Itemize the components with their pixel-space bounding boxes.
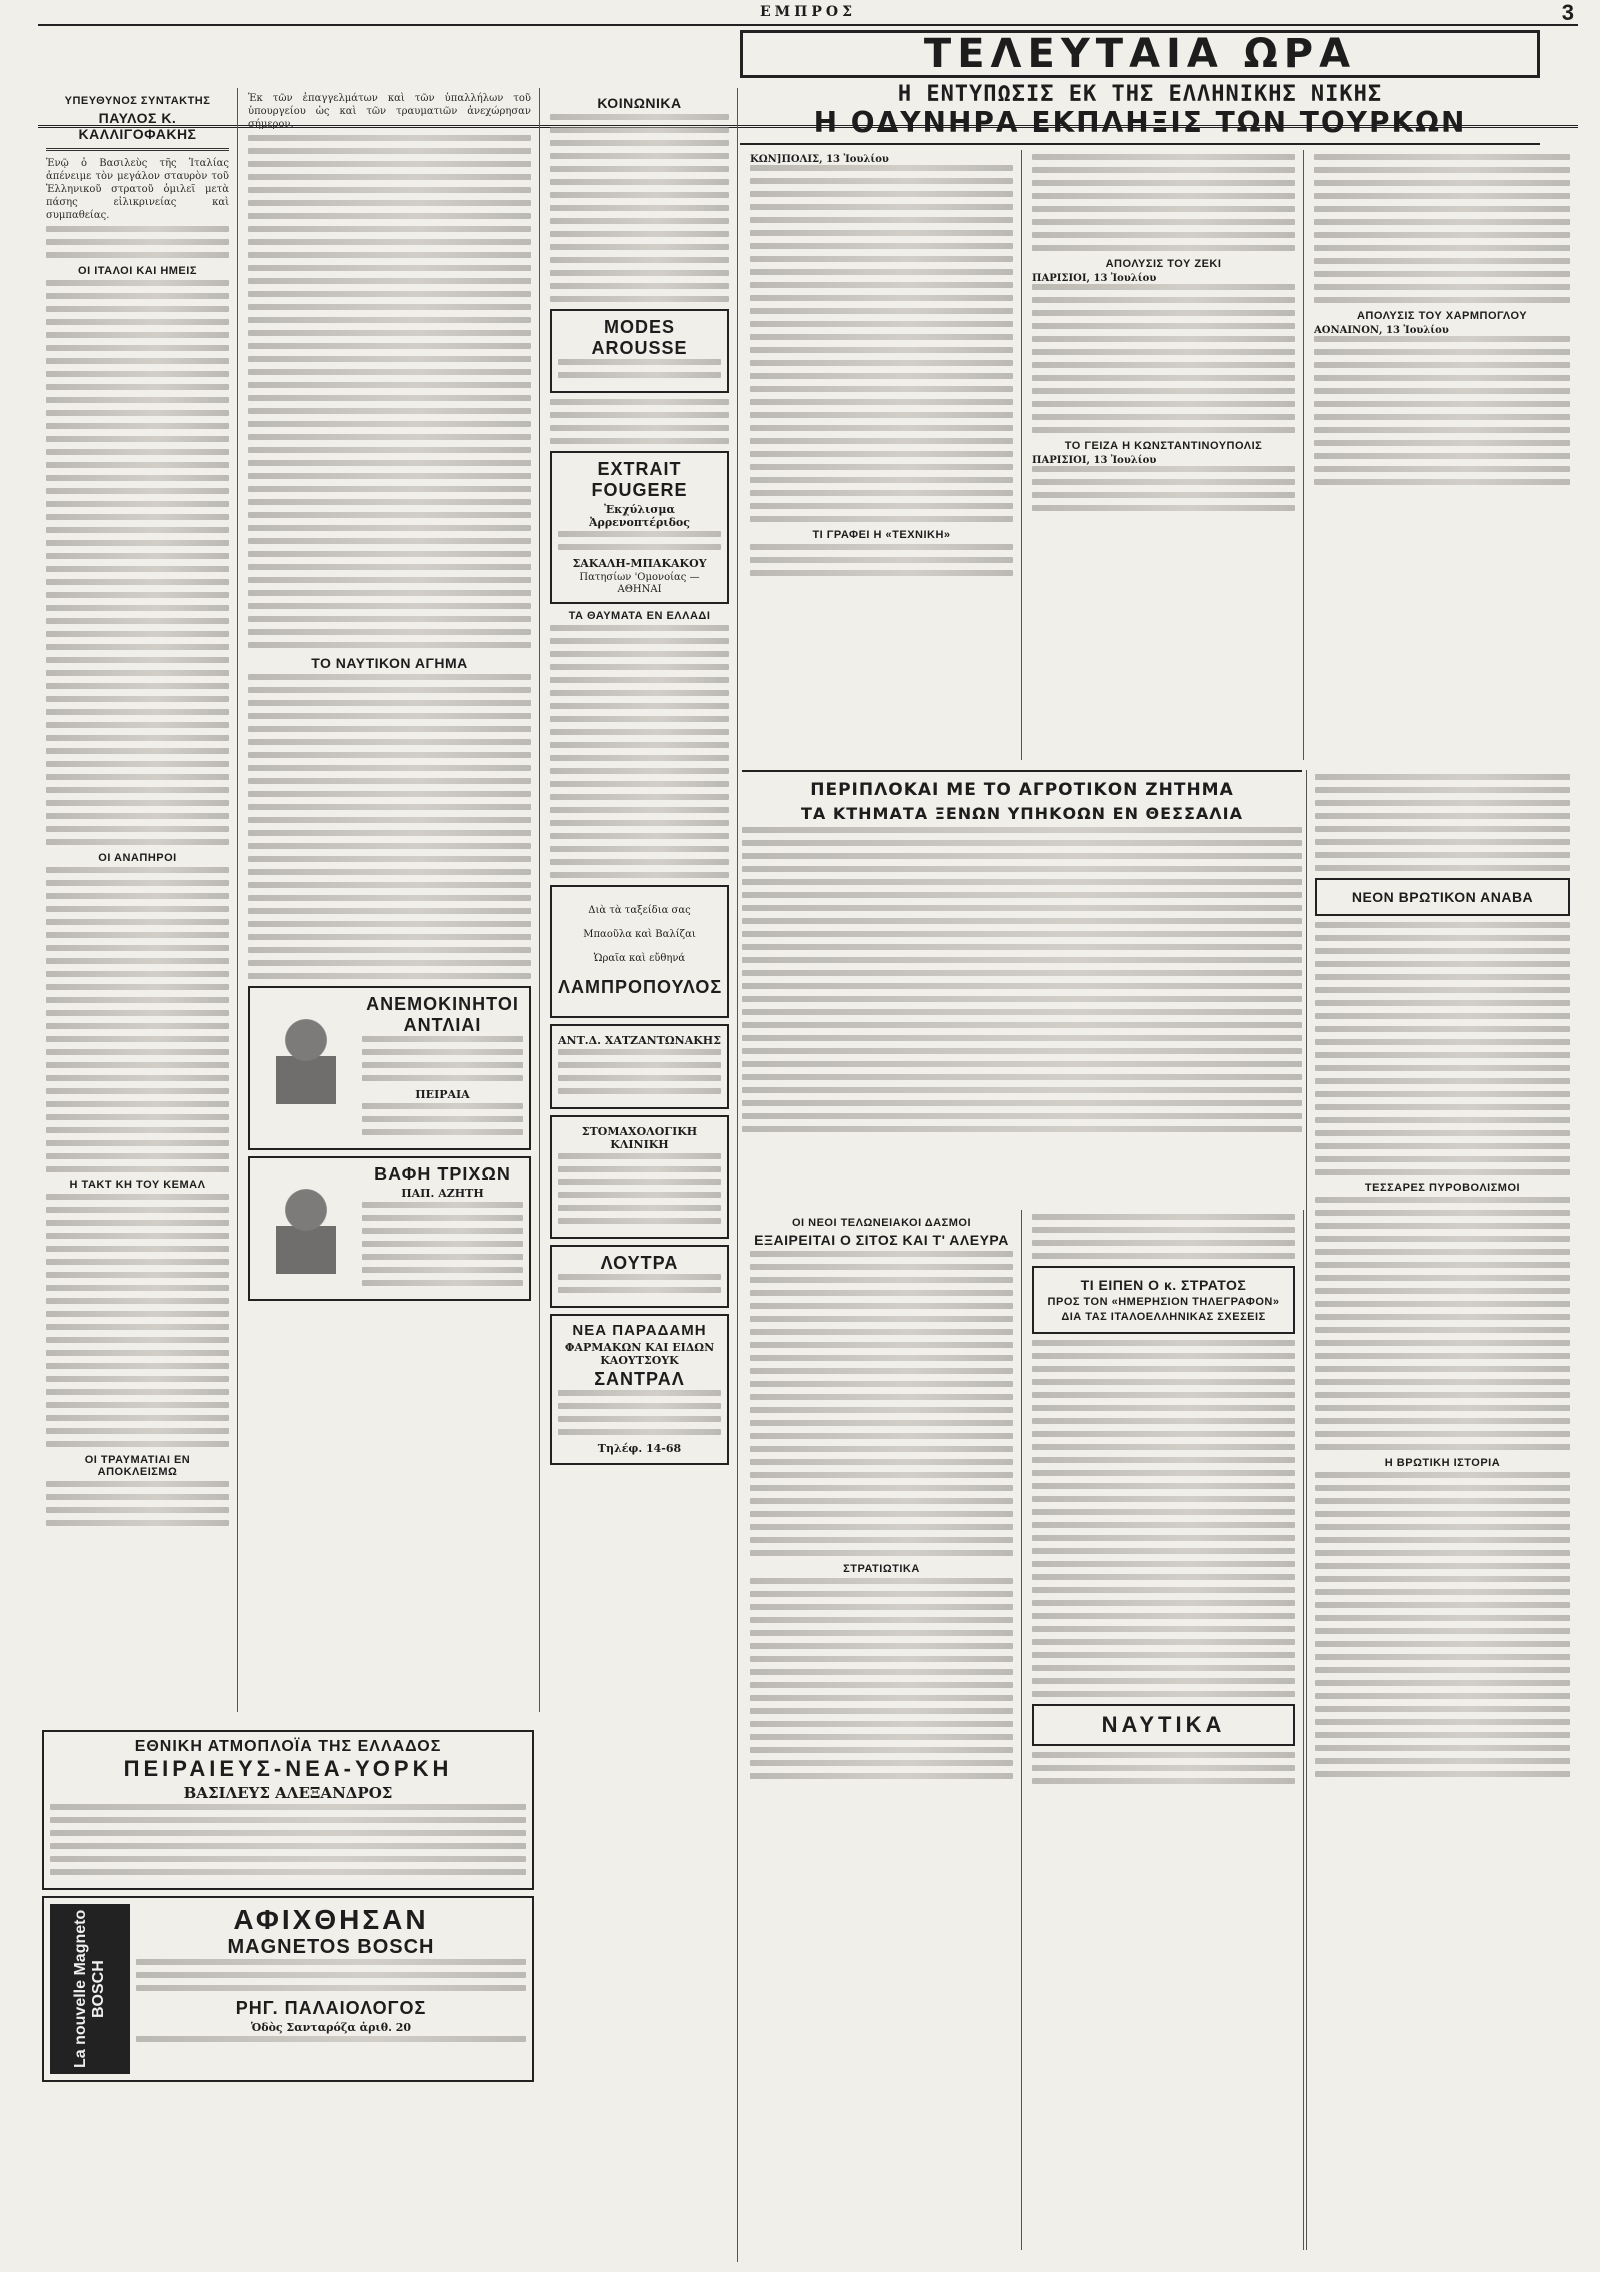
section-heading-geiza: ΤΟ ΓΕΙΖΑ Η ΚΩΝΣΤΑΝΤΙΝΟΥΠΟΛΙΣ [1064, 440, 1263, 452]
headline-secondary: Η ΟΔΥΝΗΡΑ ΕΚΠΛΗΞΙΣ ΤΩΝ ΤΟΥΡΚΩΝ [740, 106, 1540, 145]
advert-pharmacy-phone: Τηλέφ. 14-68 [597, 1442, 682, 1455]
column-2 [240, 88, 540, 1712]
byline-label: ΥΠΕΥΘΥΝΟΣ ΣΥΝΤΑΚΤΗΣ [64, 95, 211, 107]
section-heading-wheat: ΕΞΑΙΡΕΙΤΑΙ Ο ΣΙΤΟΣ ΚΑΙ Τ' ΑΛΕΥΡΑ [754, 1232, 1009, 1248]
advert-steamship-ship: ΒΑΣΙΛΕΥΣ ΑΛΕΞΑΝΔΡΟΣ [183, 1784, 393, 1802]
section-heading-zeki: ΑΠΟΛΥΣΙΣ ΤΟΥ ΖΕΚΙ [1105, 258, 1222, 270]
advert-clinic [550, 1115, 729, 1239]
advert-luggage-name: ΛΑΜΠΡΟΠΟΥΛΟΣ [558, 977, 723, 997]
advert-windpumps [248, 986, 531, 1150]
advert-modes-arousse [550, 309, 729, 393]
section-heading-wounded: ΟΙ ΤΡΑΥΜΑΤΙΑΙ ΕΝ ΑΠΟΚΛΕΙΣΜΩ [84, 1454, 191, 1478]
advert-fougere-address: Πατησίων 'Ομονοίας — ΑΘΗΝΑΙ [579, 572, 700, 595]
box-stratos-interview [1032, 1266, 1295, 1334]
right-col-e [742, 1210, 1022, 2250]
divider [46, 148, 229, 151]
dateline-london: ΑΟΝΑΙΝΟΝ, 13 Ἰουλίου [1314, 325, 1449, 336]
advert-luggage-line-3: Ὡραῖα καὶ εὔθηνά [593, 953, 686, 964]
section-heading-naval-detachment: ΤΟ ΝΑΥΤΙΚΟΝ ΑΓΗΜΑ [311, 655, 468, 671]
latest-news-section [742, 150, 1578, 2260]
advert-steamship [42, 1730, 534, 1890]
section-heading-harbogloo: ΑΠΟΛΥΣΙΣ ΤΟΥ ΧΑΡΜΠΟΓΛΟΥ [1356, 310, 1528, 322]
right-col-b [1024, 150, 1304, 760]
col2-lead: Ἐκ τῶν ἐπαγγελμάτων καὶ τῶν ὑπαλλήλων τοῦ ὑπουργείου ὡς καὶ τῶν τραυματιῶν ἀνεχώρησαν σήμερον. [248, 93, 531, 130]
banner-headline: ΤΕΛΕΥΤΑΙΑ ΩΡΑ [740, 30, 1540, 78]
headline-agrarian: ΠΕΡΙΠΛΟΚΑΙ ΜΕ ΤΟ ΑΓΡΟΤΙΚΟΝ ΖΗΤΗΜΑ [810, 780, 1234, 800]
section-heading-italo-greek: ΔΙΑ ΤΑΣ ΙΤΑΛΟΕΛΛΗΝΙΚΑΣ ΣΧΕΣΕΙΣ [1061, 1311, 1266, 1323]
headline-primary: Η ΕΝΤΥΠΩΣΙΣ ΕΚ ΤΗΣ ΕΛΛΗΝΙΚΗΣ ΝΙΚΗΣ [897, 82, 1383, 107]
right-col-d [1306, 770, 1578, 2250]
headline-food-inquiry: ΝΕΟΝ ΒΡΩΤΙΚΟΝ ΑΝΑΒΑ [1351, 889, 1534, 905]
section-heading-miracles: ΤΑ ΘΑΥΜΑΤΑ ΕΝ ΕΛΛΑΔΙ [568, 610, 711, 622]
advert-doctor-name: ΑΝΤ.Δ. ΧΑΤΖΑΝΤΩΝΑΚΗΣ [558, 1034, 721, 1047]
agrarian-article [742, 770, 1302, 1139]
advert-fougere-title: EXTRAIT FOUGERE [591, 459, 688, 500]
advert-bosch-agent: ΡΗΓ. ΠΑΛΑΙΟΛΟΓΟΣ [235, 1998, 427, 2018]
advert-hair-dye-sub: ΠΑΠ. ΑΖΗΤΗ [401, 1187, 484, 1200]
advert-luggage-line-1: Διὰ τὰ ταξείδια σας [588, 905, 691, 916]
advert-bosch [42, 1896, 534, 2082]
advert-fougere [550, 451, 729, 604]
advert-pharmacy-name: ΣΑΝΤΡΑΛ [594, 1369, 685, 1389]
section-heading-food-story: Η ΒΡΩΤΙΚΗ ΙΣΤΟΡΙΑ [1384, 1457, 1501, 1469]
newspaper-name: ΕΜΠΡΟΣ [759, 4, 857, 20]
section-heading-gunshots: ΤΕΣΣΑΡΕΣ ΠΥΡΟΒΟΛΙΣΜΟΙ [1364, 1182, 1521, 1194]
portrait-illustration [256, 1168, 356, 1288]
advert-baths-title: ΛΟΥΤΡΑ [600, 1253, 679, 1273]
dateline-constantinople: ΚΩΝ]ΠΟΛΙΣ, 13 Ἰουλίου [750, 154, 889, 165]
section-heading-stratos: ΤΙ ΕΙΠΕΝ Ο κ. ΣΤΡΑΤΟΣ [1080, 1277, 1247, 1293]
section-heading-techniki: ΤΙ ΓΡΑΦΕΙ Η «ΤΕΧΝΙΚΗ» [812, 529, 951, 541]
advert-doctor [550, 1024, 729, 1109]
advert-bosch-title: ΑΦΙΧΘΗΣΑΝ [233, 1904, 429, 1935]
section-heading-italians: ΟΙ ΙΤΑΛΟΙ ΚΑΙ ΗΜΕΙΣ [78, 265, 197, 277]
column-1 [38, 88, 238, 1712]
advert-modes-title: MODES AROUSSE [591, 317, 688, 358]
byline-name: ΠΑΥΛΟΣ Κ. ΚΑΛΛΙΓΟΦΑΚΗΣ [78, 110, 197, 142]
lead-paragraph: Ἐνῷ ὁ Βασιλεὺς τῆς Ἰταλίας ἀπένειμε τὸν μεγάλον σταυρὸν τοῦ Ἑλληνικοῦ στρατοῦ ὁμιλεῖ μετὰ πάσης εἰλικρινείας καὶ συμπαθείας. [46, 158, 229, 221]
masthead-rule [38, 24, 1578, 26]
dateline-paris-1: ΠΑΡΙΣΙΟΙ, 13 Ἰουλίου [1032, 273, 1157, 284]
advert-hair-dye-title: ΒΑΦΗ ΤΡΙΧΩΝ [374, 1164, 511, 1184]
dateline-paris-2: ΠΑΡΙΣΙΟΙ, 13 Ἰουλίου [1032, 455, 1157, 466]
windmill-illustration [256, 998, 356, 1118]
bottom-left-adverts [38, 1720, 538, 2260]
section-heading-naval: ΝΑΥΤΙΚΑ [1101, 1712, 1226, 1737]
advert-luggage-line-2: Μπαοῦλα καὶ Βαλίζαι [583, 929, 696, 940]
advert-windpumps-place: ΠΕΙΡΑΙΑ [415, 1088, 470, 1101]
advert-hair-dye [248, 1156, 531, 1301]
advert-baths [550, 1245, 729, 1308]
advert-bosch-address: Ὁδὸς Σανταρόζα ἀριθ. 20 [250, 2021, 412, 2034]
advert-fougere-sub: Ἐκχύλισμα Ἀρρενοπτέριδος [589, 503, 690, 529]
section-heading-tariffs: ΟΙ ΝΕΟΙ ΤΕΛΩΝΕΙΑΚΟΙ ΔΑΣΜΟΙ [791, 1217, 972, 1229]
advert-luggage [550, 885, 729, 1018]
advert-pharmacy-title: ΝΕΑ ΠΑΡΑΔΑΜΗ [572, 1322, 707, 1339]
section-heading-social: ΚΟΙΝΩΝΙΚΑ [597, 95, 682, 111]
advert-clinic-name: ΣΤΟΜΑΧΟΛΟΓΙΚΗ ΚΛΙΝΙΚΗ [581, 1125, 698, 1151]
bosch-logo: La nouvelle Magneto BOSCH [50, 1904, 130, 2074]
advert-pharmacy-sub: ΦΑΡΜΑΚΩΝ ΚΑΙ ΕΙΔΩΝ ΚΑΟΥΤΣΟΥΚ [564, 1341, 715, 1367]
right-col-c [1306, 150, 1578, 760]
advert-bosch-brand: MAGNETOS BOSCH [227, 1936, 435, 1958]
box-headline-food [1315, 878, 1570, 916]
section-heading-military: ΣΤΡΑΤΙΩΤΙΚΑ [843, 1563, 920, 1575]
advert-steamship-route: ΠΕΙΡΑΙΕΥΣ-ΝΕΑ-ΥΟΡΚΗ [123, 1756, 453, 1781]
advert-pharmacy [550, 1314, 729, 1465]
section-heading-telegraph: ΠΡΟΣ ΤΟΝ «ΗΜΕΡΗΣΙΟΝ ΤΗΛΕΓΡΑΦΟΝ» [1047, 1296, 1280, 1308]
headline-thessaly: ΤΑ ΚΤΗΜΑΤΑ ΞΕΝΩΝ ΥΠΗΚΟΩΝ ΕΝ ΘΕΣΣΑΛΙΑ [800, 804, 1244, 823]
column-3 [542, 88, 738, 2262]
section-heading-kemal: Η ΤΑΚΤ ΚΗ ΤΟΥ ΚΕΜΑΛ [69, 1179, 206, 1191]
right-col-f [1024, 1210, 1304, 2250]
right-col-a [742, 150, 1022, 760]
advert-windpumps-title: ΑΝΕΜΟΚΙΝΗΤΟΙ ΑΝΤΛΙΑΙ [366, 994, 519, 1035]
section-heading-invalids: ΟΙ ΑΝΑΠΗΡΟΙ [98, 852, 177, 864]
box-naval [1032, 1704, 1295, 1746]
advert-fougere-maker: ΣΑΚΑΛΗ-ΜΠΑΚΑΚΟΥ [572, 557, 707, 570]
advert-steamship-title: ΕΘΝΙΚΗ ΑΤΜΟΠΛΟΪΑ ΤΗΣ ΕΛΛΑΔΟΣ [134, 1738, 442, 1755]
page-number: 3 [1561, 0, 1574, 25]
